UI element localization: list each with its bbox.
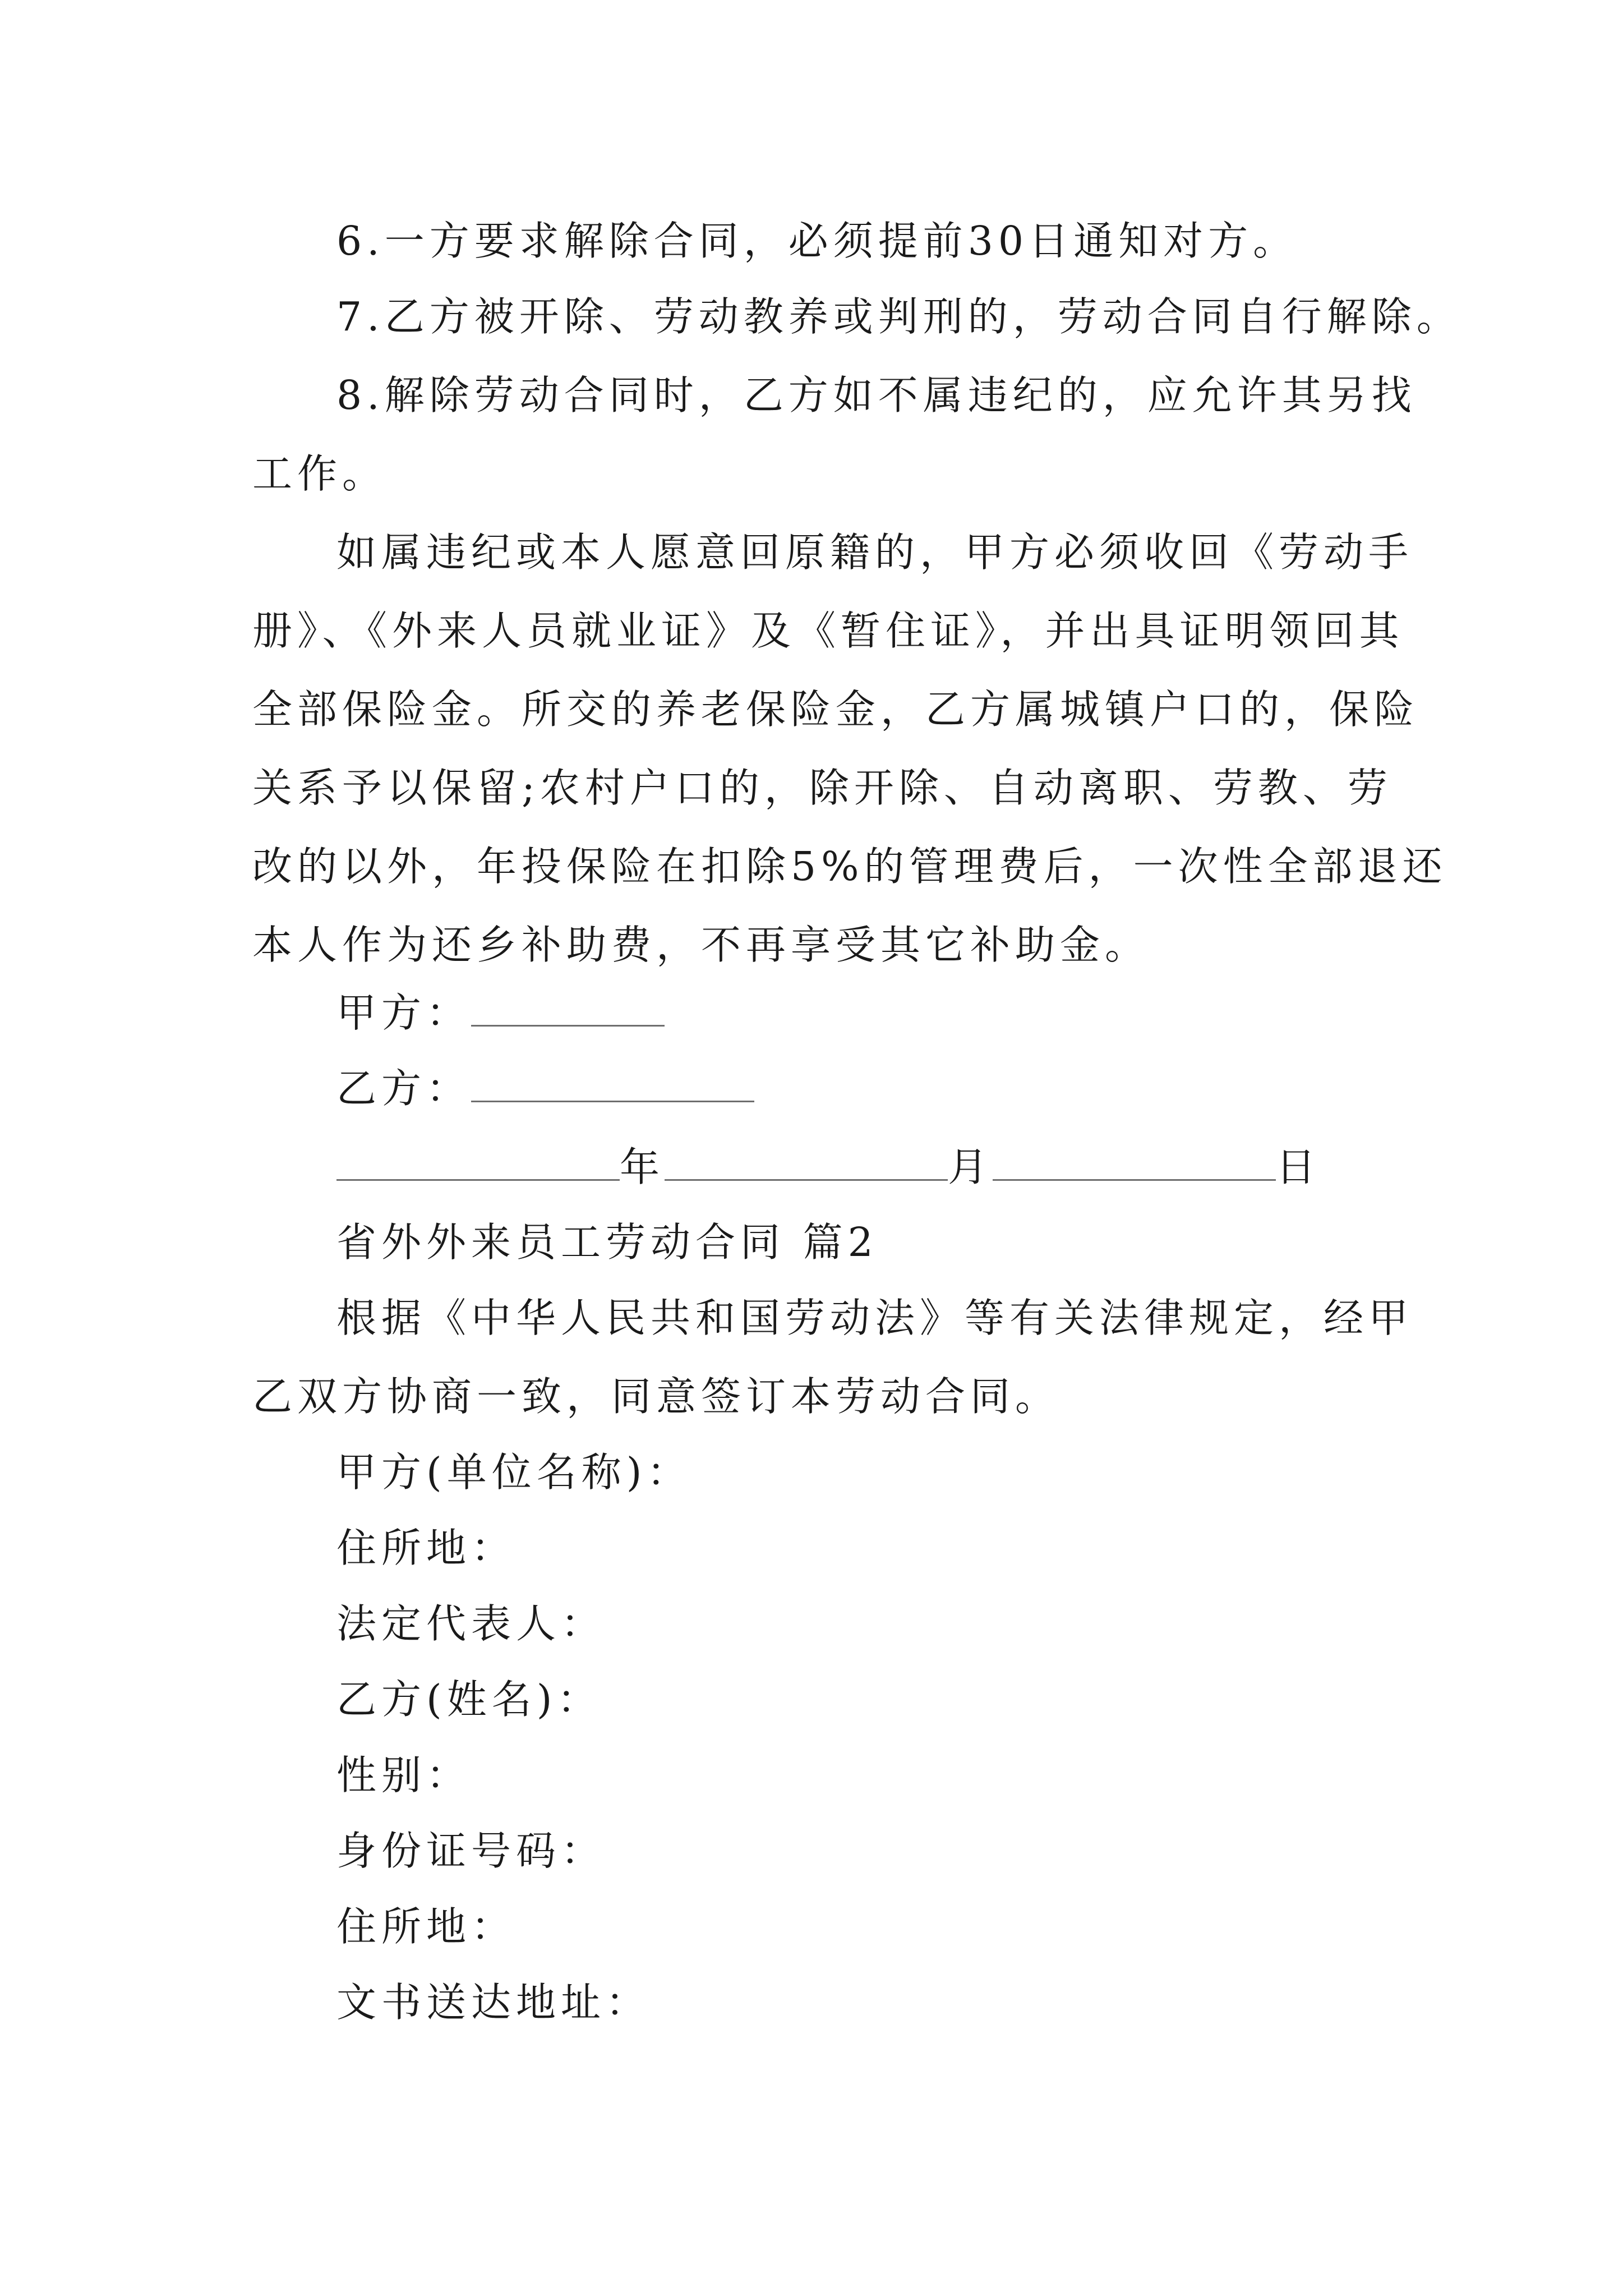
party-a-blank: [471, 984, 665, 1027]
field-gender: 性别：: [336, 1752, 472, 1798]
clause-8-line-1: 8.解除劳动合同时，乙方如不属违纪的，应允许其另找: [336, 372, 1417, 418]
clause-8-line-2: 工作。: [252, 450, 388, 497]
intro-line-1: 根据《中华人民共和国劳动法》等有关法律规定，经甲: [336, 1295, 1414, 1341]
intro-line-2: 乙双方协商一致，同意签订本劳动合同。: [252, 1373, 1061, 1420]
field-address-2: 住所地：: [336, 1903, 517, 1950]
month-blank: [665, 1139, 948, 1181]
paragraph-line-5: 改的以外，年投保险在扣除5%的管理费后，一次性全部退还: [252, 843, 1447, 890]
year-label: 年: [620, 1144, 665, 1190]
field-employer-name: 甲方(单位名称)：: [336, 1449, 692, 1496]
party-b-label: 乙方：: [336, 1065, 472, 1112]
paragraph-line-2: 册》、《外来人员就业证》及《暂住证》，并出具证明领回其: [252, 608, 1404, 654]
field-legal-representative: 法定代表人：: [336, 1600, 606, 1647]
month-label: 月: [948, 1144, 993, 1190]
paragraph-line-4: 关系予以保留;农村户口的，除开除、自动离职、劳教、劳: [252, 765, 1393, 811]
party-a-label: 甲方：: [336, 990, 472, 1036]
year-blank: [336, 1139, 620, 1181]
day-blank: [993, 1139, 1276, 1181]
paragraph-line-6: 本人作为还乡补助费，不再享受其它补助金。: [252, 922, 1150, 968]
section-title: 省外外来员工劳动合同 篇2: [336, 1219, 878, 1266]
party-b-signature-line: [336, 1060, 754, 1116]
paragraph-line-1: 如属违纪或本人愿意回原籍的，甲方必须收回《劳动手: [336, 529, 1414, 576]
day-label: 日: [1276, 1144, 1321, 1190]
field-employee-name: 乙方(姓名)：: [336, 1676, 602, 1723]
paragraph-line-3: 全部保险金。所交的养老保险金，乙方属城镇户口的，保险: [252, 686, 1419, 733]
field-address-1: 住所地：: [336, 1525, 517, 1571]
date-line: [336, 1139, 1321, 1195]
clause-6: 6.一方要求解除合同，必须提前30日通知对方。: [336, 218, 1298, 264]
clause-7: 7.乙方被开除、劳动教养或判刑的，劳动合同自行解除。: [336, 293, 1461, 340]
field-delivery-address: 文书送达地址：: [336, 1979, 651, 2026]
party-b-blank: [471, 1060, 754, 1102]
field-id-number: 身份证号码：: [336, 1828, 606, 1874]
party-a-signature-line: [336, 984, 665, 1041]
